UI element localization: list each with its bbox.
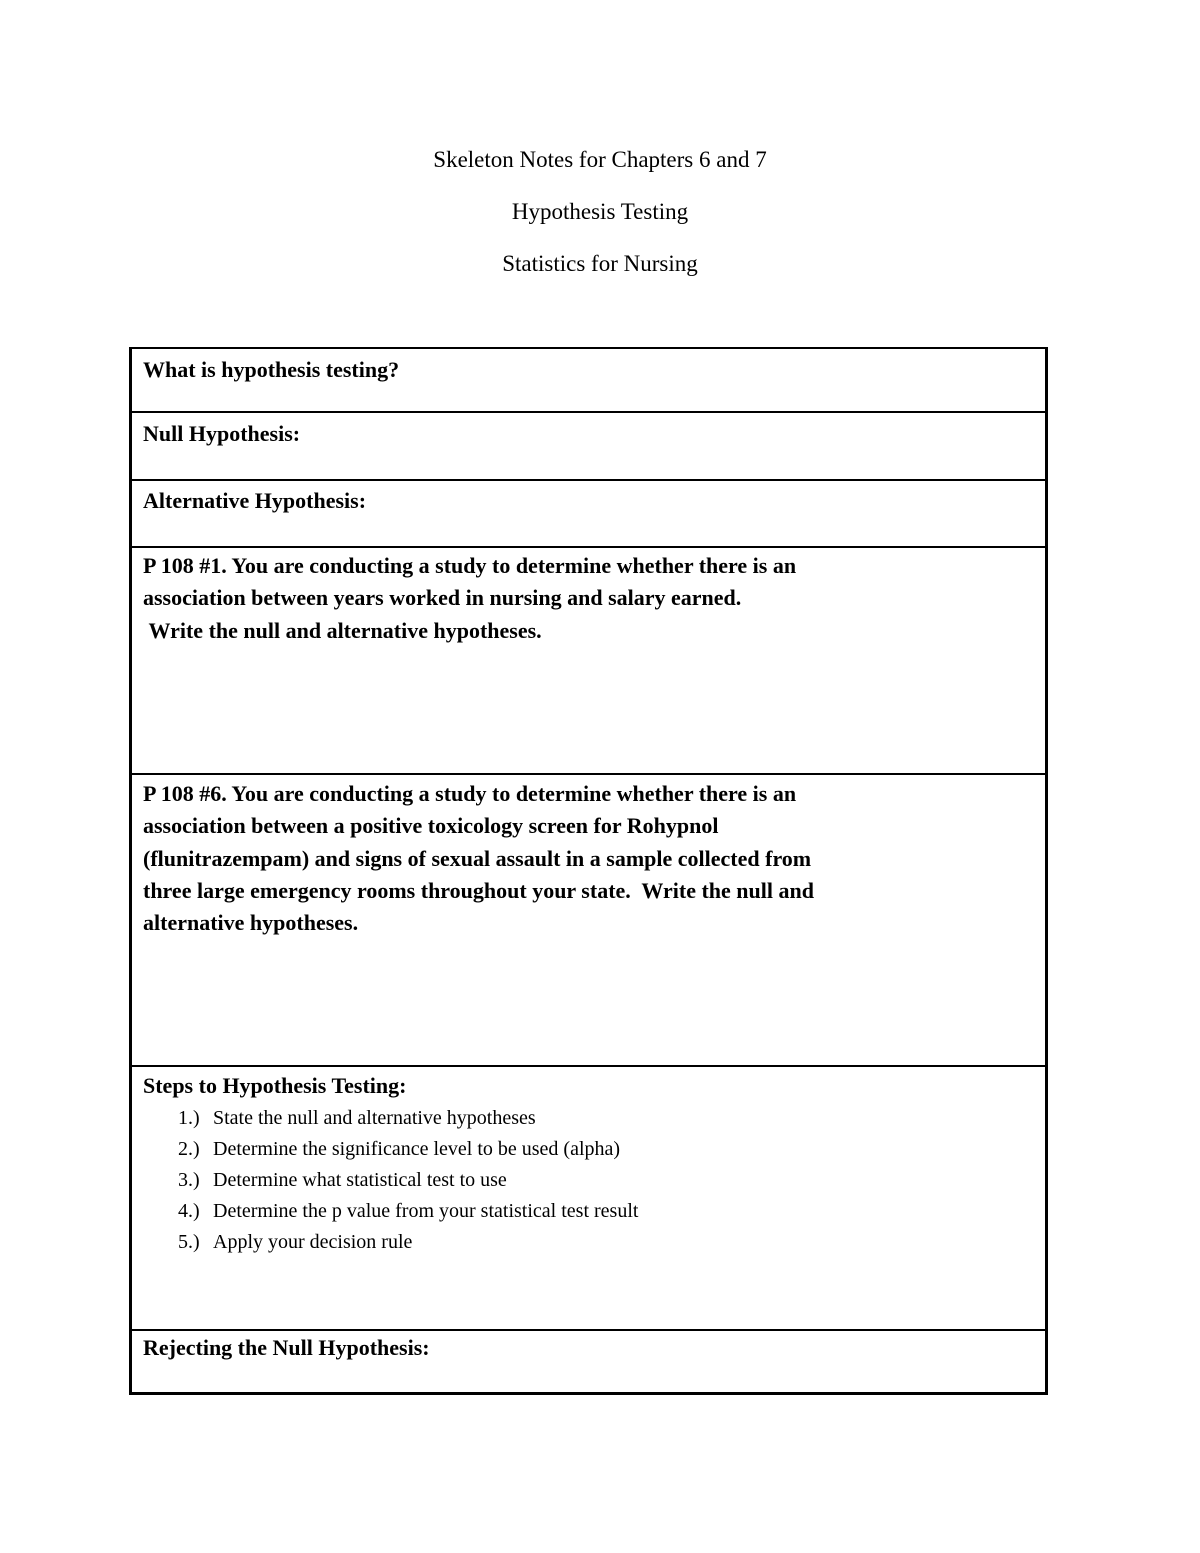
step-text: Apply your decision rule <box>213 1231 413 1253</box>
list-item <box>178 1196 638 1227</box>
document-title: Skeleton Notes for Chapters 6 and 7 <box>433 147 767 172</box>
step-number: 4.) <box>178 1200 200 1222</box>
table-row <box>132 349 1045 413</box>
exercise-p108-6: P 108 #6. You are conducting a study to determine whether there is an association between a positive toxicology screen for Rohypnol (flunitrazempam) and signs of sexual assault in a sample collected from three large emergency rooms throughout your state. Write the null and alternative hypotheses. <box>143 781 814 936</box>
document-subtitle: Hypothesis Testing <box>511 199 689 224</box>
step-number: 1.) <box>178 1107 200 1129</box>
question-alternative-hypothesis: Alternative Hypothesis: <box>143 488 367 513</box>
step-number: 3.) <box>178 1169 200 1191</box>
list-item <box>178 1165 638 1196</box>
step-text: Determine the p value from your statistical test result <box>213 1200 639 1222</box>
course-name: Statistics for Nursing <box>502 251 698 276</box>
step-text: Determine what statistical test to use <box>213 1169 507 1191</box>
notes-table <box>129 347 1048 1395</box>
table-row <box>132 481 1045 548</box>
table-row <box>132 1331 1045 1394</box>
table-row <box>132 548 1045 775</box>
question-null-hypothesis: Null Hypothesis: <box>143 421 301 446</box>
question-rejecting-null: Rejecting the Null Hypothesis: <box>143 1335 430 1360</box>
step-text: Determine the significance level to be used (alpha) <box>213 1138 621 1160</box>
list-item <box>178 1134 638 1165</box>
table-row <box>132 413 1045 481</box>
list-item <box>178 1103 638 1134</box>
steps-list <box>178 1103 638 1258</box>
exercise-p108-1: P 108 #1. You are conducting a study to determine whether there is an association between years worked in nursing and salary earned. Write the null and alternative hypotheses. <box>143 553 797 643</box>
steps-title: Steps to Hypothesis Testing: <box>143 1073 407 1098</box>
table-row <box>132 775 1045 1067</box>
question-hypothesis-testing: What is hypothesis testing? <box>143 357 400 382</box>
step-number: 2.) <box>178 1138 200 1160</box>
table-row <box>132 1067 1045 1331</box>
step-number: 5.) <box>178 1231 200 1253</box>
step-text: State the null and alternative hypotheses <box>213 1107 536 1129</box>
list-item <box>178 1227 638 1258</box>
